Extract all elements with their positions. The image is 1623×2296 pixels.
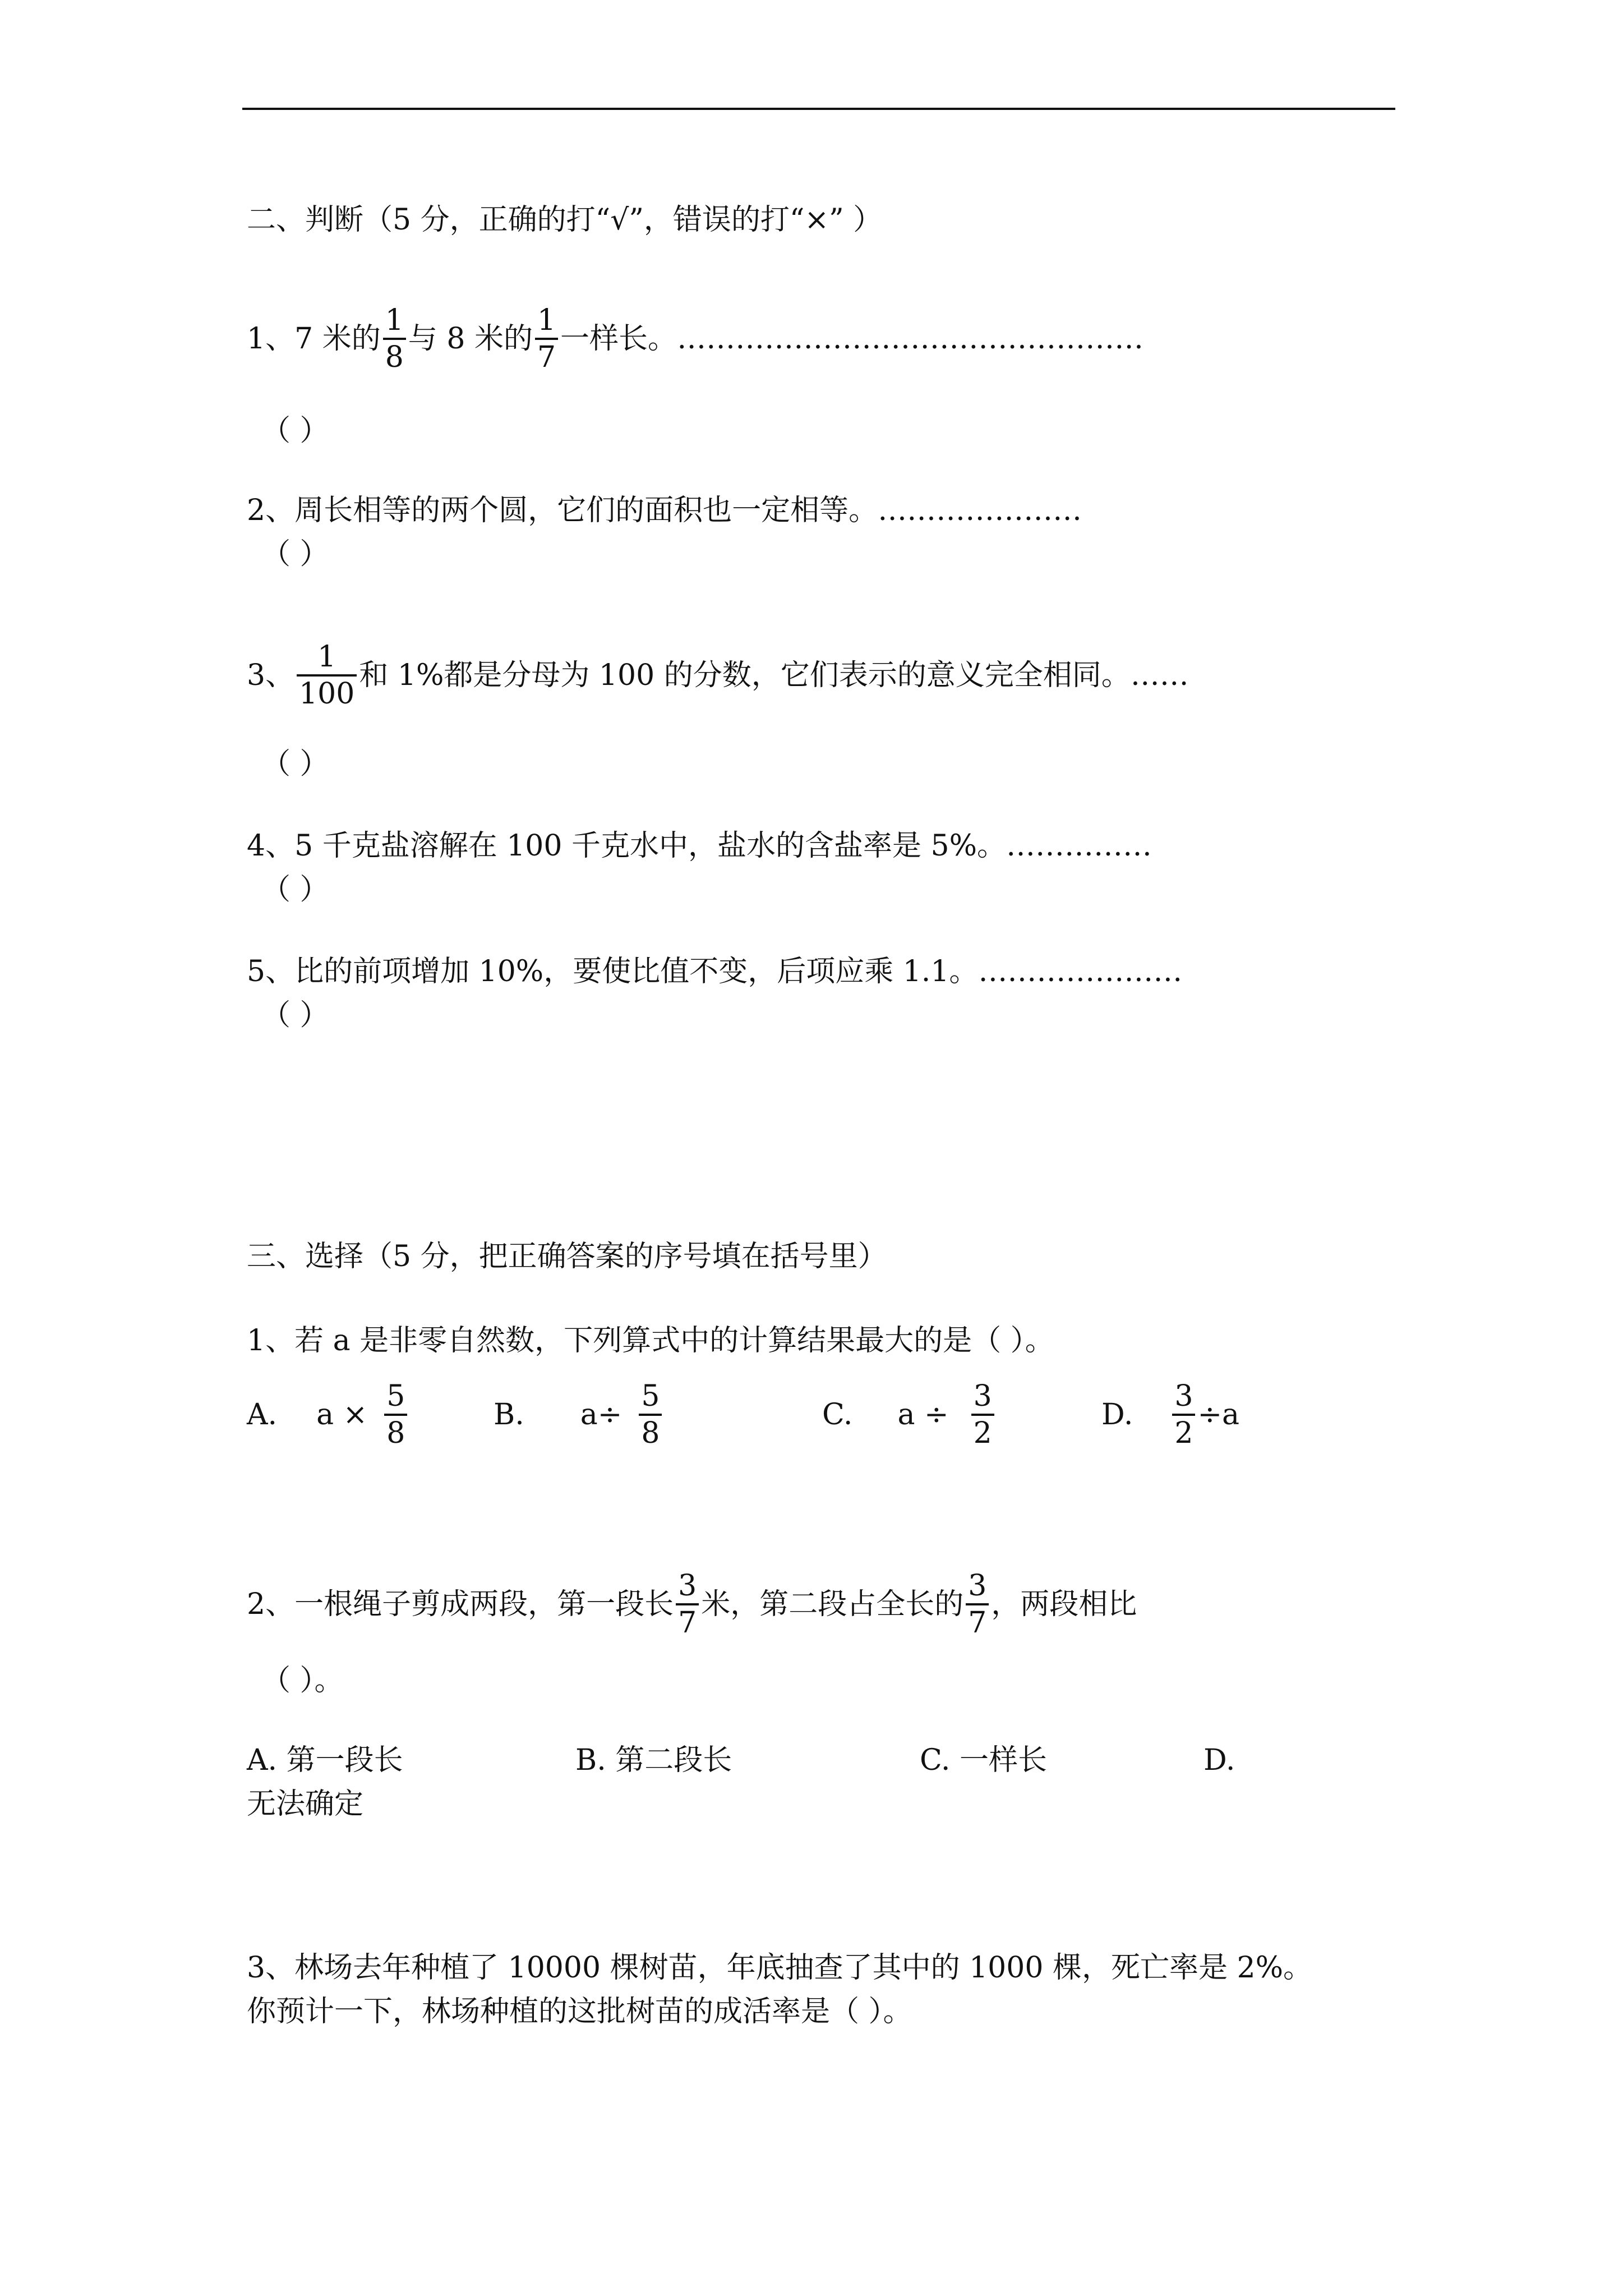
option-a[interactable]: A. 第一段长 [247, 1743, 403, 1777]
judge-q5: 5、比的前项增加 10%，要使比值不变，后项应乘 1.1。………………… [247, 955, 1183, 988]
fraction: $\frac{1}{8}$ [383, 303, 406, 375]
choice-q3-line1: 3、林场去年种植了 10000 棵树苗，年底抽查了其中的 1000 棵，死亡率是 2%。 [247, 1951, 1312, 1985]
fraction: $\frac{1}{7}$ [535, 303, 558, 375]
option-b[interactable]: B. a÷ $\frac{5}{8}$ [494, 1379, 664, 1451]
fraction: $\frac{3}{7}$ [676, 1568, 699, 1640]
judge-q3: 3、 $\frac{1}{100}$ 和 1%都是分母为 100 的分数，它们表示的意义完全相同。…… [247, 640, 1189, 711]
choice-q2: 2、一根绳子剪成两段，第一段长 $\frac{3}{7}$ 米，第二段占全长的 $\frac{3}{7}$ ，两段相比 [247, 1569, 1137, 1640]
option-d[interactable]: D. [1204, 1743, 1235, 1777]
judge-q4: 4、5 千克盐溶解在 100 千克水中，盐水的含盐率是 5%。…………… [247, 829, 1152, 863]
section3-title: 三、选择（5 分，把正确答案的序号填在括号里） [247, 1240, 887, 1273]
answer-blank[interactable]: （ ）。 [261, 1664, 344, 1697]
fraction: $\frac{5}{8}$ [639, 1379, 662, 1451]
judge-q2: 2、周长相等的两个圆，它们的面积也一定相等。………………… [247, 494, 1082, 527]
fraction: $\frac{5}{8}$ [384, 1379, 407, 1451]
choice-q1: 1、若 a 是非零自然数，下列算式中的计算结果最大的是（ ）。 [247, 1324, 1054, 1358]
answer-blank[interactable]: （ ） [261, 747, 329, 781]
option-b[interactable]: B. 第二段长 [575, 1743, 732, 1777]
answer-blank[interactable]: （ ） [261, 873, 329, 907]
header-rule [242, 108, 1395, 110]
answer-blank[interactable]: （ ） [261, 537, 329, 571]
option-d[interactable]: D. $\frac{3}{2}$ ÷a [1101, 1379, 1240, 1450]
fraction: $\frac{3}{2}$ [971, 1379, 994, 1451]
option-a[interactable]: A. a × $\frac{5}{8}$ [247, 1379, 409, 1451]
fraction: $\frac{1}{100}$ [297, 639, 357, 711]
answer-blank[interactable]: （ ） [261, 414, 329, 448]
fraction: $\frac{3}{7}$ [966, 1568, 989, 1640]
judge-q1: 1、7 米的 $\frac{1}{8}$ 与 8 米的 $\frac{1}{7}$ 一样长。………………………………………… [247, 303, 1144, 374]
fraction: $\frac{3}{2}$ [1172, 1379, 1195, 1451]
section2-title: 二、判断（5 分，正确的打“√”，错误的打“×” ） [247, 203, 883, 237]
option-c[interactable]: C. a ÷ $\frac{3}{2}$ [822, 1379, 997, 1451]
choice-q3-line2: 你预计一下，林场种植的这批树苗的成活率是（ ）。 [247, 1995, 912, 2028]
answer-blank[interactable]: （ ） [261, 999, 329, 1032]
option-c[interactable]: C. 一样长 [920, 1743, 1047, 1777]
option-d-text: 无法确定 [247, 1787, 364, 1821]
